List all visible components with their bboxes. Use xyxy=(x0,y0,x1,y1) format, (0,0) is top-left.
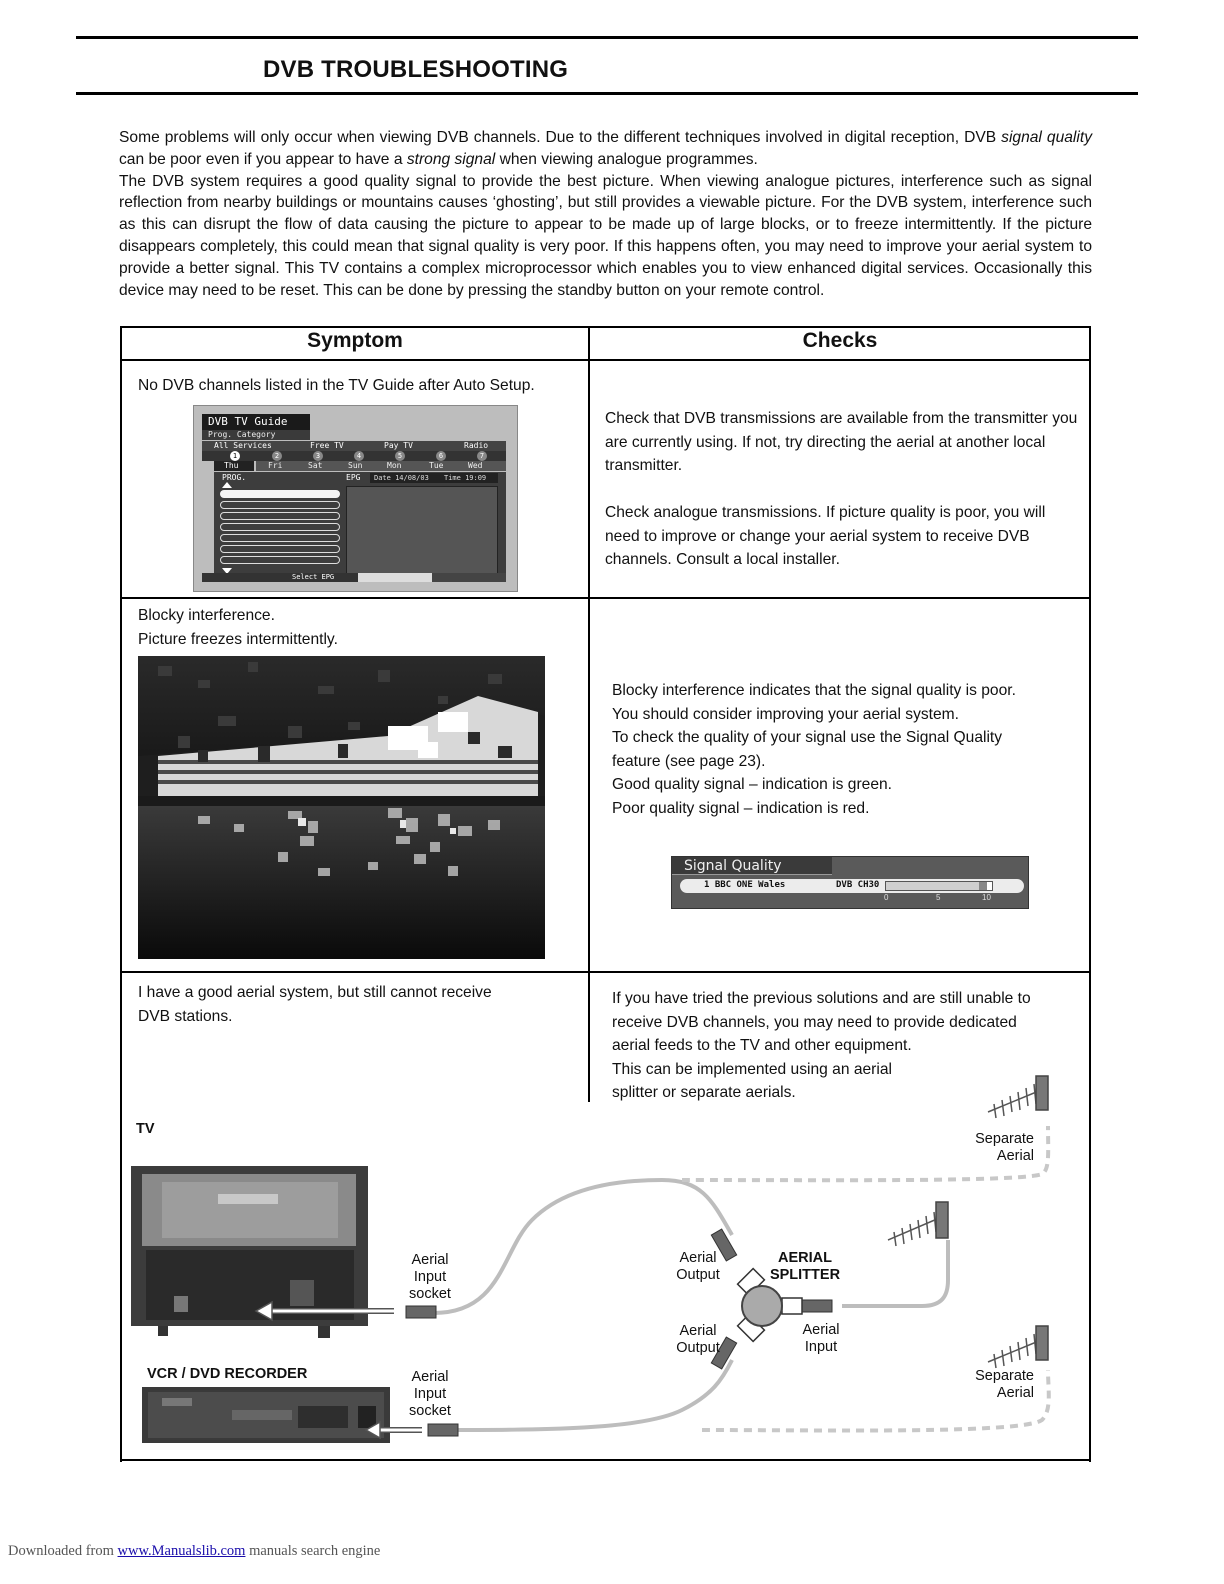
vcr-recorder-image xyxy=(142,1387,390,1443)
checks-blocky-line-3: To check the quality of your signal use the Signal Quality xyxy=(612,729,1003,746)
epg-category-radio: Radio xyxy=(464,441,489,450)
footer-prefix: Downloaded from xyxy=(8,1543,118,1559)
checks-feeds-line-4: This can be implemented using an aerial xyxy=(612,1060,892,1078)
epg-day-fri: Fri xyxy=(268,461,283,470)
checks-feeds-line-3: aerial feeds to the TV and other equipment. xyxy=(612,1037,912,1054)
signal-quality-scale-10: 10 xyxy=(982,893,991,902)
epg-prog-category: Prog. Category xyxy=(208,430,276,439)
table-column-divider xyxy=(588,326,590,1102)
vcr-aerial-input-socket-label: Aerial Input socket xyxy=(409,1369,451,1419)
epg-category-pay: Pay TV xyxy=(384,441,413,450)
manualslib-link[interactable]: www.Manualslib.com xyxy=(117,1543,246,1559)
checks-blocky-line-4: feature (see page 23). xyxy=(612,752,766,770)
epg-day-number-4: 4 xyxy=(354,451,364,461)
signal-quality-channel: 1 BBC ONE Wales xyxy=(704,880,786,890)
epg-day-number-2: 2 xyxy=(272,451,282,461)
epg-date: Date 14/08/03 xyxy=(374,474,429,482)
aerial-output-label-2: Aerial Output xyxy=(676,1323,720,1356)
aerial-cables xyxy=(434,1180,948,1430)
tv-label: TV xyxy=(136,1121,155,1137)
aerial-output-label-1: Aerial Output xyxy=(676,1250,720,1283)
epg-day-number-6: 6 xyxy=(436,451,446,461)
epg-prog-label: PROG. xyxy=(222,473,247,482)
footer-suffix: manuals search engine xyxy=(245,1543,381,1559)
page-title: DVB TROUBLESHOOTING xyxy=(263,56,569,83)
symptom-good-aerial-line-1: I have a good aerial system, but still cannot receive xyxy=(138,984,492,1001)
intro-paragraph-2: The DVB system requires a good quality signal to provide the best picture. When viewing analogue pictures, interference such as signal reflection from nearby buildings or mountains causes ‘ghosting’, but still provides a viewable picture. For the DVB system, interference such as this can disrupt the flow of data causing the picture to appear to be made up of large blocks, or to freeze intermittently. If the picture disappears completely, this could mean that signal quality is very poor. If this happens often, you may need to improve your aerial system to provide a better signal. This TV contains a complex microprocessor which enables you to view enhanced digital services. Occasionally this device may need to be reset. This can be done by pressing the standby button on your remote control. xyxy=(119,172,1092,299)
epg-time: Time 19:09 xyxy=(444,474,487,482)
intro-text xyxy=(119,127,1092,301)
separate-aerial-label-1: Separate Aerial xyxy=(975,1131,1034,1164)
symptom-good-aerial xyxy=(138,981,578,1028)
signal-quality-title: Signal Quality xyxy=(684,858,782,874)
dvb-tv-guide-screenshot xyxy=(193,405,518,592)
epg-day-sun: Sun xyxy=(348,461,363,470)
checks-blocky xyxy=(612,679,1082,820)
epg-day-wed: Wed xyxy=(468,461,483,470)
intro-paragraph-1: Some problems will only occur when viewing DVB channels. Due to the different techniques involved in digital reception, DVB signal quality can be poor even if you appear to have a strong signal when viewing analogue programmes. xyxy=(119,129,1092,168)
epg-label: EPG xyxy=(346,473,361,482)
column-header-checks: Checks xyxy=(802,329,878,352)
signal-quality-scale-5: 5 xyxy=(936,893,941,902)
epg-day-number-7: 7 xyxy=(477,451,487,461)
splitter-aerial-icon xyxy=(888,1202,948,1246)
header-rule-top xyxy=(76,36,1138,39)
splitter-aerial-input-label: Aerial Input xyxy=(802,1322,840,1355)
signal-quality-scale-0: 0 xyxy=(884,893,889,902)
checks-blocky-line-5: Good quality signal – indication is green. xyxy=(612,776,892,793)
checks-blocky-line-2: You should consider improving your aerial system. xyxy=(612,705,959,723)
signal-quality-widget xyxy=(671,856,1029,909)
separate-aerial-label-2: Separate Aerial xyxy=(975,1368,1034,1401)
symptom-no-channels: No DVB channels listed in the TV Guide after Auto Setup. xyxy=(138,377,535,394)
vcr-input-arrow-icon xyxy=(366,1422,422,1438)
signal-quality-mux: DVB CH30 xyxy=(836,880,880,890)
checks-feeds-line-1: If you have tried the previous solutions and are still unable to xyxy=(612,990,1031,1007)
aerial-splitter-label: AERIAL SPLITTER xyxy=(769,1250,841,1283)
signal-quality-bar-fill xyxy=(886,882,987,890)
epg-day-tue: Tue xyxy=(429,461,444,470)
signal-quality-bar-tip xyxy=(979,882,987,890)
checks-feeds-line-2: receive DVB channels, you may need to provide dedicated xyxy=(612,1013,1017,1031)
tv-aerial-input-socket-label: Aerial Input socket xyxy=(409,1252,451,1302)
aerial-splitter-diagram xyxy=(122,1070,1088,1462)
epg-category-all: All Services xyxy=(214,441,272,450)
column-header-symptom: Symptom xyxy=(307,329,403,352)
epg-day-sat: Sat xyxy=(308,461,323,470)
vcr-label: VCR / DVD RECORDER xyxy=(147,1366,308,1382)
epg-day-number-1: 1 xyxy=(230,451,240,461)
epg-title: DVB TV Guide xyxy=(208,415,288,428)
blocky-interference-photo xyxy=(138,656,545,959)
separate-aerial-bottom-icon xyxy=(988,1326,1048,1368)
epg-day-number-3: 3 xyxy=(313,451,323,461)
symptom-freezes: Picture freezes intermittently. xyxy=(138,631,338,648)
table-row-divider-2 xyxy=(120,971,1091,973)
symptom-blocky: Blocky interference. xyxy=(138,607,275,624)
header-rule-bottom xyxy=(76,92,1138,95)
epg-scroll-up-icon xyxy=(222,482,232,488)
table-header-divider xyxy=(120,359,1091,361)
checks-blocky-line-1: Blocky interference indicates that the signal quality is poor. xyxy=(612,682,1016,699)
checks-feeds-line-5: splitter or separate aerials. xyxy=(612,1084,796,1101)
epg-day-mon: Mon xyxy=(387,461,402,470)
signal-quality-bar xyxy=(885,881,993,891)
epg-day-thu: Thu xyxy=(224,461,239,470)
epg-footer-select: Select EPG xyxy=(292,573,335,581)
epg-day-number-5: 5 xyxy=(395,451,405,461)
symptom-good-aerial-line-2: DVB stations. xyxy=(138,1007,233,1025)
download-footer xyxy=(8,1543,380,1560)
checks-blocky-line-6: Poor quality signal – indication is red. xyxy=(612,799,870,817)
separate-aerial-top-icon xyxy=(988,1076,1048,1118)
checks-analogue: Check analogue transmissions. If picture quality is poor, you will need to improve or change your aerial system to receive DVB channels. Consult a local installer. xyxy=(605,504,1046,568)
checks-transmitter: Check that DVB transmissions are available from the transmitter you are currently using. If not, try directing the aerial at another local transmitter. xyxy=(605,410,1078,474)
epg-category-free: Free TV xyxy=(310,441,344,450)
table-row-divider-1 xyxy=(120,597,1091,599)
